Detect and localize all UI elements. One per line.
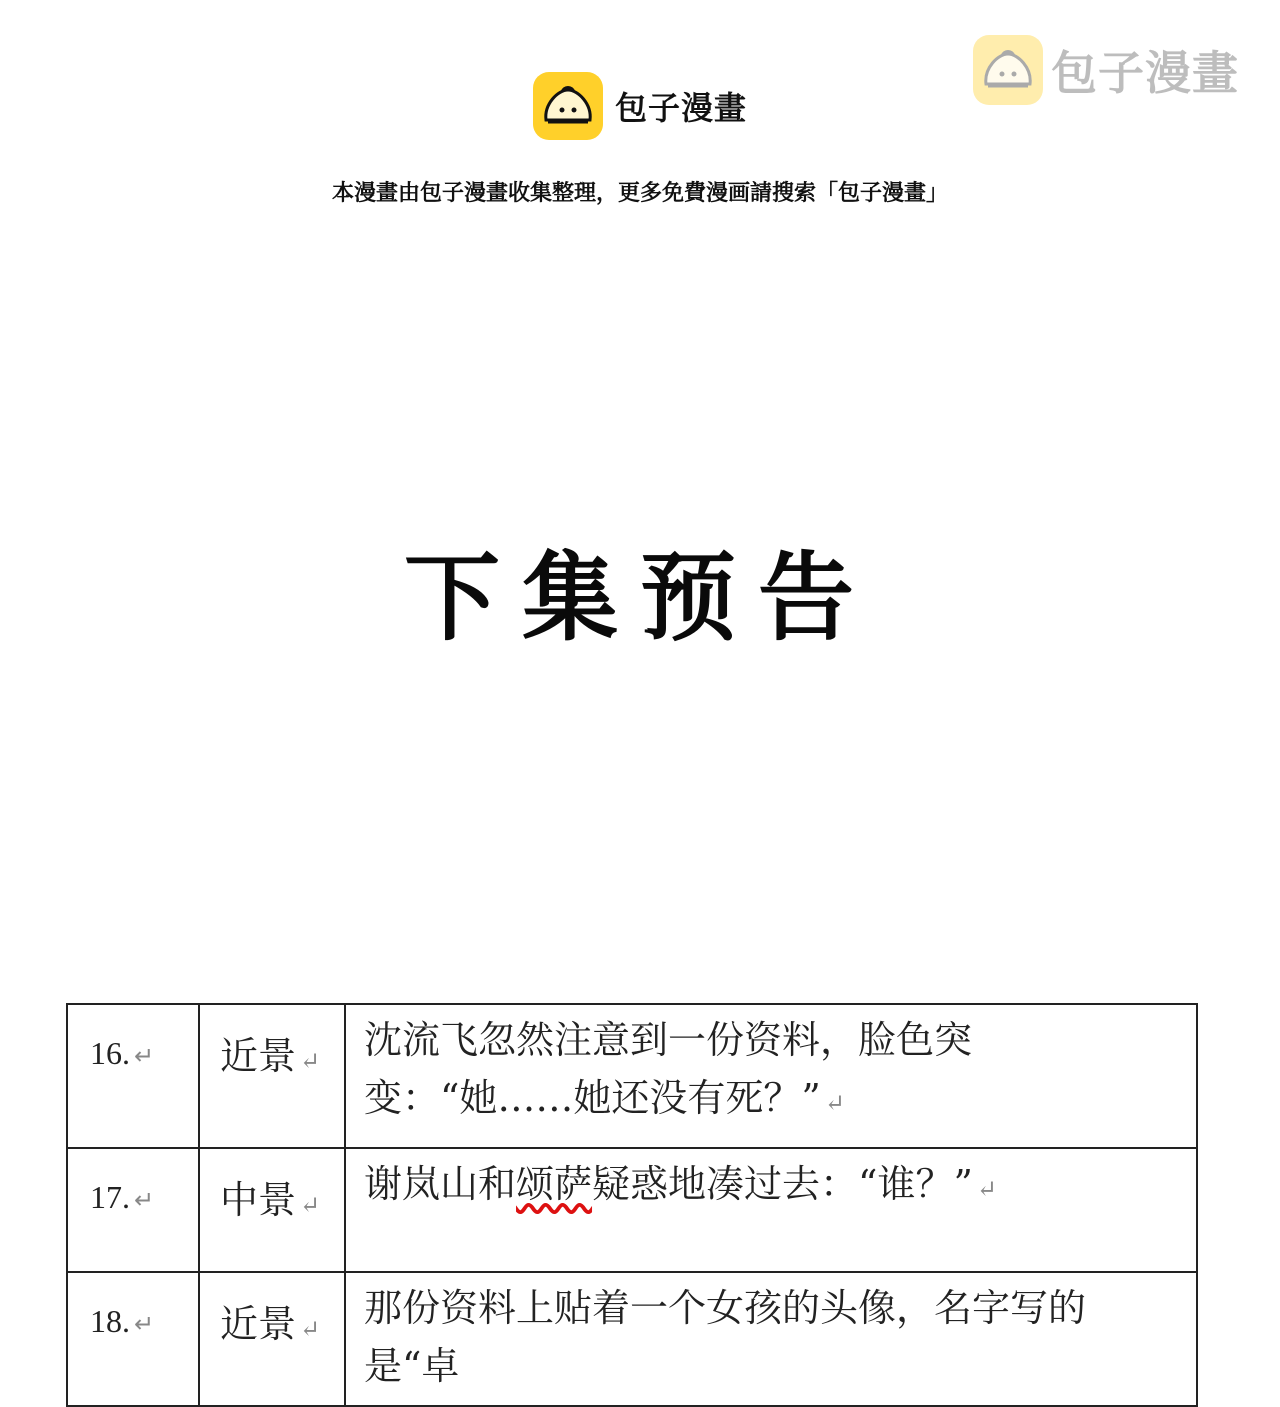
shot-type: 中景 ↵ <box>199 1148 345 1272</box>
brand-logo <box>533 72 747 140</box>
row-number: 16. ↵ <box>67 1004 199 1148</box>
watermark <box>973 35 1239 105</box>
source-notice: 本漫畫由包子漫畫收集整理，更多免費漫画請搜索「包子漫畫」 <box>331 181 948 206</box>
shot-type: 近景 ↵ <box>199 1272 345 1406</box>
shot-type: 近景 ↵ <box>199 1004 345 1148</box>
scene-description: 谢岚山和颂萨疑惑地凑过去：“谁？” ↵ <box>345 1148 1197 1272</box>
bun-logo-icon <box>533 72 603 140</box>
next-episode-title: 下集预告 <box>404 542 876 654</box>
scene-description: 沈流飞忽然注意到一份资料，脸色突变：“她……她还没有死？” ↵ <box>345 1004 1197 1148</box>
table-row <box>67 1272 1197 1406</box>
scene-description: 那份资料上贴着一个女孩的头像，名字写的是“卓 <box>345 1272 1197 1406</box>
brand-name: 包子漫畫 <box>615 89 748 127</box>
row-number: 18. ↵ <box>67 1272 199 1406</box>
table-row <box>67 1004 1197 1148</box>
table-row <box>67 1148 1197 1272</box>
spellcheck-underline: 颂萨 <box>516 1162 593 1206</box>
watermark-text: 包子漫畫 <box>1051 46 1239 100</box>
row-number: 17. ↵ <box>67 1148 199 1272</box>
bun-logo-icon <box>973 35 1043 105</box>
script-table <box>66 1003 1198 1407</box>
